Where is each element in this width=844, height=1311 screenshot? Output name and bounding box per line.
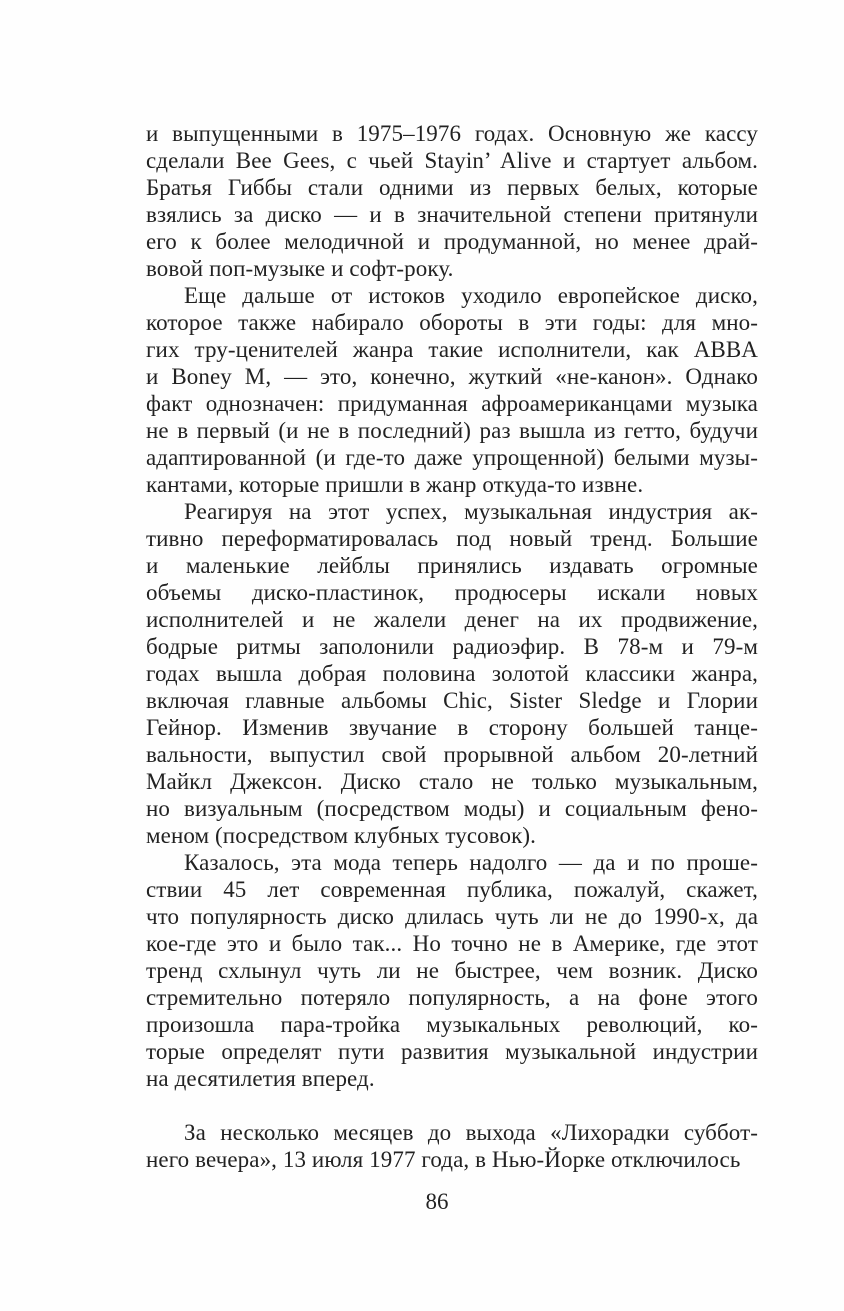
text-line: За несколько месяцев до выхода «Лихорадки суббот- bbox=[184, 1120, 758, 1145]
text-line: годах вышла добрая половина золотой классики жанра, bbox=[146, 661, 758, 686]
text-line: кое-где это и было так... Но точно не в Америке, где этот bbox=[146, 931, 758, 956]
text-line: что популярность диско длилась чуть ли не до 1990-х, да bbox=[146, 904, 758, 929]
text-line: гих тру-ценителей жанра такие исполнители, как ABBA bbox=[146, 337, 758, 362]
text-line: факт однозначен: придуманная афроамериканцами музыка bbox=[146, 391, 758, 416]
paragraph bbox=[146, 498, 758, 849]
paragraph bbox=[146, 282, 758, 498]
text-line: не в первый (и не в последний) раз вышла из гетто, будучи bbox=[146, 418, 758, 443]
text-line: исполнителей и не жалели денег на их продвижение, bbox=[146, 607, 758, 632]
text-line: Реагируя на этот успех, музыкальная индустрия ак- bbox=[184, 499, 758, 524]
text-line: него вечера», 13 июля 1977 года, в Нью-Йорке отключилось bbox=[146, 1147, 741, 1172]
text-line: вальности, выпустил свой прорывной альбом 20-летний bbox=[146, 742, 758, 767]
text-line: вовой поп-музыке и софт-року. bbox=[146, 256, 454, 281]
text-line: Гейнор. Изменив звучание в сторону большей танце- bbox=[146, 715, 758, 740]
text-line: Еще дальше от истоков уходило европейское диско, bbox=[184, 283, 758, 308]
text-line: объемы диско-пластинок, продюсеры искали новых bbox=[146, 580, 758, 605]
text-line: произошла пара-тройка музыкальных революций, ко- bbox=[146, 1012, 758, 1037]
text-line: на десятилетия вперед. bbox=[146, 1066, 375, 1091]
text-line: включая главные альбомы Chic, Sister Sledge и Глории bbox=[146, 688, 758, 713]
text-line: сделали Bee Gees, с чьей Stayin’ Alive и стартует альбом. bbox=[146, 148, 758, 173]
text-line: которое также набирало обороты в эти годы: для мно- bbox=[146, 310, 758, 335]
text-line: и Boney M, — это, конечно, жуткий «не-канон». Однако bbox=[146, 364, 758, 389]
paragraph bbox=[146, 120, 758, 282]
paragraph bbox=[146, 849, 758, 1092]
paragraph bbox=[146, 1119, 758, 1173]
text-line: и выпущенными в 1975–1976 годах. Основную же кассу bbox=[146, 121, 758, 146]
text-line: но визуальным (посредством моды) и социальным фено- bbox=[146, 796, 758, 821]
text-line: кантами, которые пришли в жанр откуда-то извне. bbox=[146, 472, 644, 497]
text-line: Казалось, эта мода теперь надолго — да и по проше- bbox=[184, 850, 758, 875]
text-line: тренд схлынул чуть ли не быстрее, чем возник. Диско bbox=[146, 958, 758, 983]
text-line: Майкл Джексон. Диско стало не только музыкальным, bbox=[146, 769, 758, 794]
text-line: меном (посредством клубных тусовок). bbox=[146, 823, 537, 848]
text-line: торые определят пути развития музыкальной индустрии bbox=[146, 1039, 758, 1064]
text-line: тивно переформатировалась под новый тренд. Большие bbox=[146, 526, 758, 551]
text-block bbox=[146, 120, 758, 1173]
text-line: взялись за диско — и в значительной степени притянули bbox=[146, 202, 758, 227]
text-line: стремительно потеряло популярность, а на фоне этого bbox=[146, 985, 758, 1010]
page-number: 86 bbox=[425, 1189, 449, 1214]
text-line: адаптированной (и где-то даже упрощенной) белыми музы- bbox=[146, 445, 758, 470]
text-line: Братья Гиббы стали одними из первых белых, которые bbox=[146, 175, 758, 200]
text-line: и маленькие лейблы принялись издавать огромные bbox=[146, 553, 758, 578]
text-line: бодрые ритмы заполонили радиоэфир. В 78-м и 79-м bbox=[146, 634, 758, 659]
text-line: его к более мелодичной и продуманной, но менее драй- bbox=[146, 229, 758, 254]
text-line: ствии 45 лет современная публика, пожалуй, скажет, bbox=[146, 877, 758, 902]
